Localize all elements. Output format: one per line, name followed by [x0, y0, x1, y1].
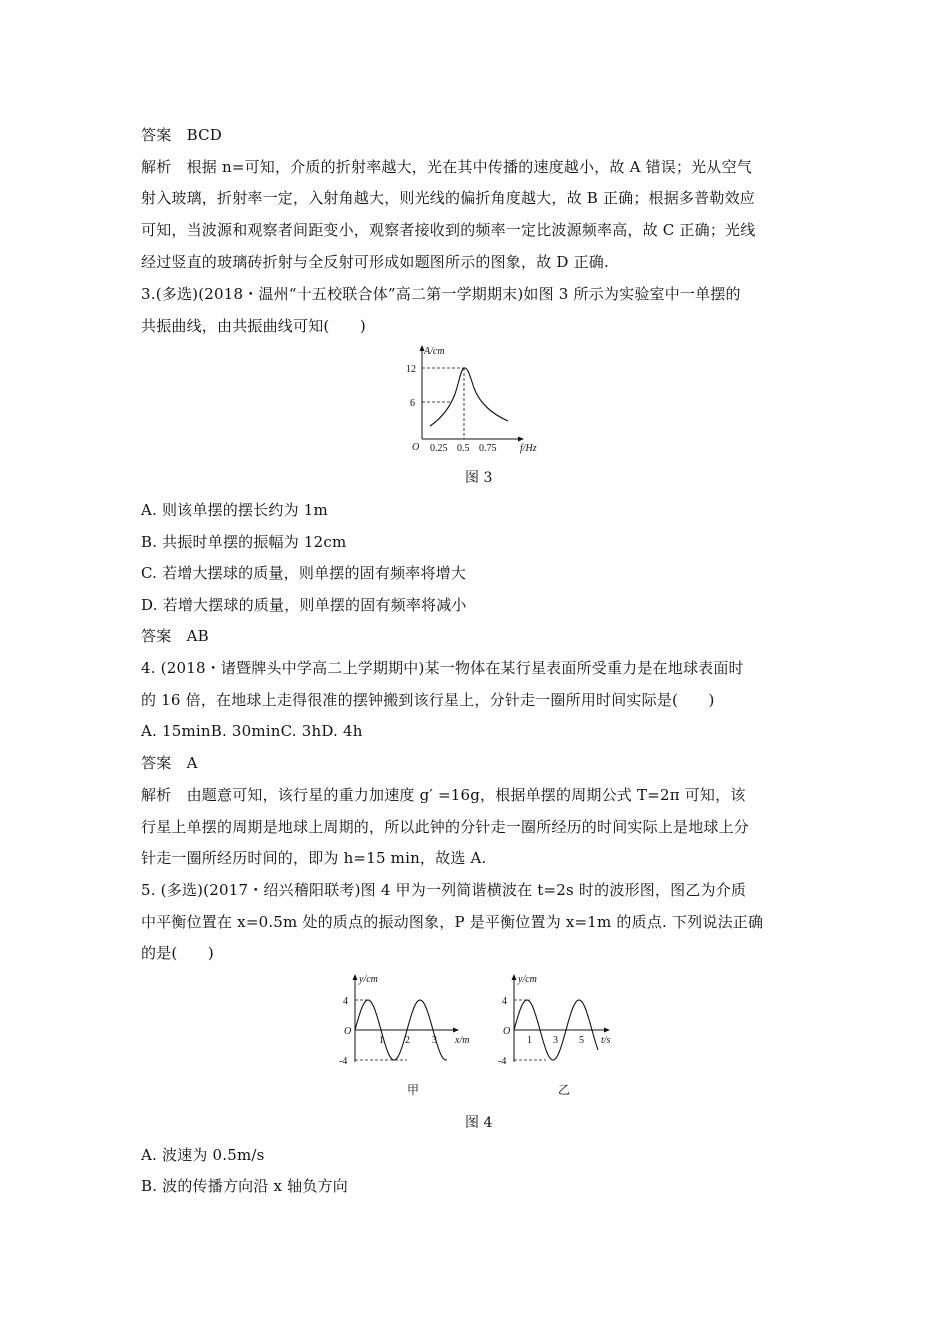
- x-tick-025: 0.25: [430, 443, 448, 454]
- y-tick-12: 12: [406, 364, 416, 375]
- question-4-options: A. 15minB. 30minC. 3hD. 4h: [141, 722, 363, 740]
- y-axis-arrow: [353, 974, 358, 980]
- question-4-stem: 的 16 倍，在地球上走得很准的摆钟搬到该行星上，分针走一圈所用时间实际是( ): [141, 691, 715, 709]
- question-4-stem: 4. (2018・诸暨牌头中学高二上学期期中)某一物体在某行星表面所受重力是在地球表面时: [141, 659, 744, 677]
- figure-4-left-label: 甲: [407, 1083, 420, 1097]
- x-axis-arrow: [453, 1028, 459, 1033]
- y-axis-label: y/cm: [359, 974, 378, 985]
- option-a: A. 波速为 0.5m/s: [141, 1146, 265, 1164]
- x-axis-arrow: [518, 437, 524, 442]
- analysis-line: 针走一圈所经历时间的，即为 h=15 min，故选 A.: [141, 849, 487, 867]
- x-tick-3: 3: [553, 1035, 558, 1046]
- x-axis-label: x/m: [455, 1035, 470, 1046]
- option-c: C. 若增大摆球的质量，则单摆的固有频率将增大: [141, 564, 467, 582]
- x-axis-label: f/Hz: [520, 443, 537, 454]
- x-tick-075: 0.75: [479, 443, 497, 454]
- option-a: A. 则该单摆的摆长约为 1m: [141, 501, 328, 519]
- x-tick-1: 1: [527, 1035, 532, 1046]
- y-tick-6: 6: [410, 398, 415, 409]
- y-tick-neg4: -4: [498, 1056, 507, 1067]
- option-b: B. 波的传播方向沿 x 轴负方向: [141, 1177, 348, 1195]
- x-tick-1: 1: [379, 1035, 384, 1046]
- option-b: B. 共振时单摆的振幅为 12cm: [141, 533, 347, 551]
- y-tick-4: 4: [502, 996, 507, 1007]
- resonance-curve-figure: [400, 342, 560, 457]
- analysis-line: 经过竖直的玻璃砖折射与全反射可形成如题图所示的图象，故 D 正确.: [141, 253, 609, 271]
- y-axis-arrow: [512, 974, 517, 980]
- analysis-line: 解析 由题意可知，该行星的重力加速度 g′ =16g，根据单摆的周期公式 T=2π 可知，该: [141, 786, 746, 804]
- answer-line: 答案 BCD: [141, 126, 223, 144]
- x-tick-5: 5: [579, 1035, 584, 1046]
- analysis-line: 射入玻璃，折射率一定，入射角越大，则光线的偏折角度越大，故 B 正确；根据多普勒效应: [141, 189, 755, 207]
- question-5-stem: 中平衡位置在 x=0.5m 处的质点的振动图象，P 是平衡位置为 x=1m 的质点. 下列说法正确: [141, 913, 764, 931]
- x-axis-arrow: [604, 1028, 610, 1033]
- y-tick-4: 4: [343, 996, 348, 1007]
- answer-line: 答案 AB: [141, 627, 209, 645]
- vibration-figure-right: [488, 970, 648, 1080]
- question-5-stem: 的是( ): [141, 944, 214, 962]
- question-3-stem: 3.(多选)(2018・温州“十五校联合体”高二第一学期期末)如图 3 所示为实验室中一单摆的: [141, 285, 741, 303]
- origin-label: O: [412, 442, 420, 453]
- analysis-line: 行星上单摆的周期是地球上周期的，所以此钟的分针走一圈所经历的时间实际上是地球上分: [141, 818, 750, 836]
- question-5-stem: 5. (多选)(2017・绍兴稽阳联考)图 4 甲为一列简谐横波在 t=2s 时的波形图，图乙为介质: [141, 881, 747, 899]
- x-axis-label: t/s: [601, 1035, 611, 1046]
- y-tick-neg4: -4: [339, 1056, 348, 1067]
- option-d: D. 若增大摆球的质量，则单摆的固有频率将减小: [141, 596, 467, 614]
- figure-4-right-label: 乙: [558, 1083, 571, 1097]
- question-3-stem: 共振曲线，由共振曲线可知( ): [141, 317, 366, 335]
- x-tick-2: 2: [405, 1035, 410, 1046]
- x-tick-05: 0.5: [457, 443, 470, 454]
- waveform-figure-left: [325, 970, 485, 1080]
- answer-line: 答案 A: [141, 754, 198, 772]
- x-tick-3: 3: [432, 1035, 437, 1046]
- resonance-curve: [430, 368, 508, 426]
- figure-3-caption: 图 3: [465, 470, 493, 486]
- analysis-line: 可知，当波源和观察者间距变小，观察者接收到的频率一定比波源频率高，故 C 正确；光线: [141, 221, 756, 239]
- origin-label: O: [503, 1026, 511, 1037]
- y-axis-label: A/cm: [424, 346, 445, 357]
- analysis-line: 解析 根据 n=可知，介质的折射率越大，光在其中传播的速度越小，故 A 错误；光从空气: [141, 158, 752, 176]
- y-axis-label: y/cm: [518, 974, 537, 985]
- figure-4-caption: 图 4: [465, 1115, 493, 1131]
- origin-label: O: [344, 1026, 352, 1037]
